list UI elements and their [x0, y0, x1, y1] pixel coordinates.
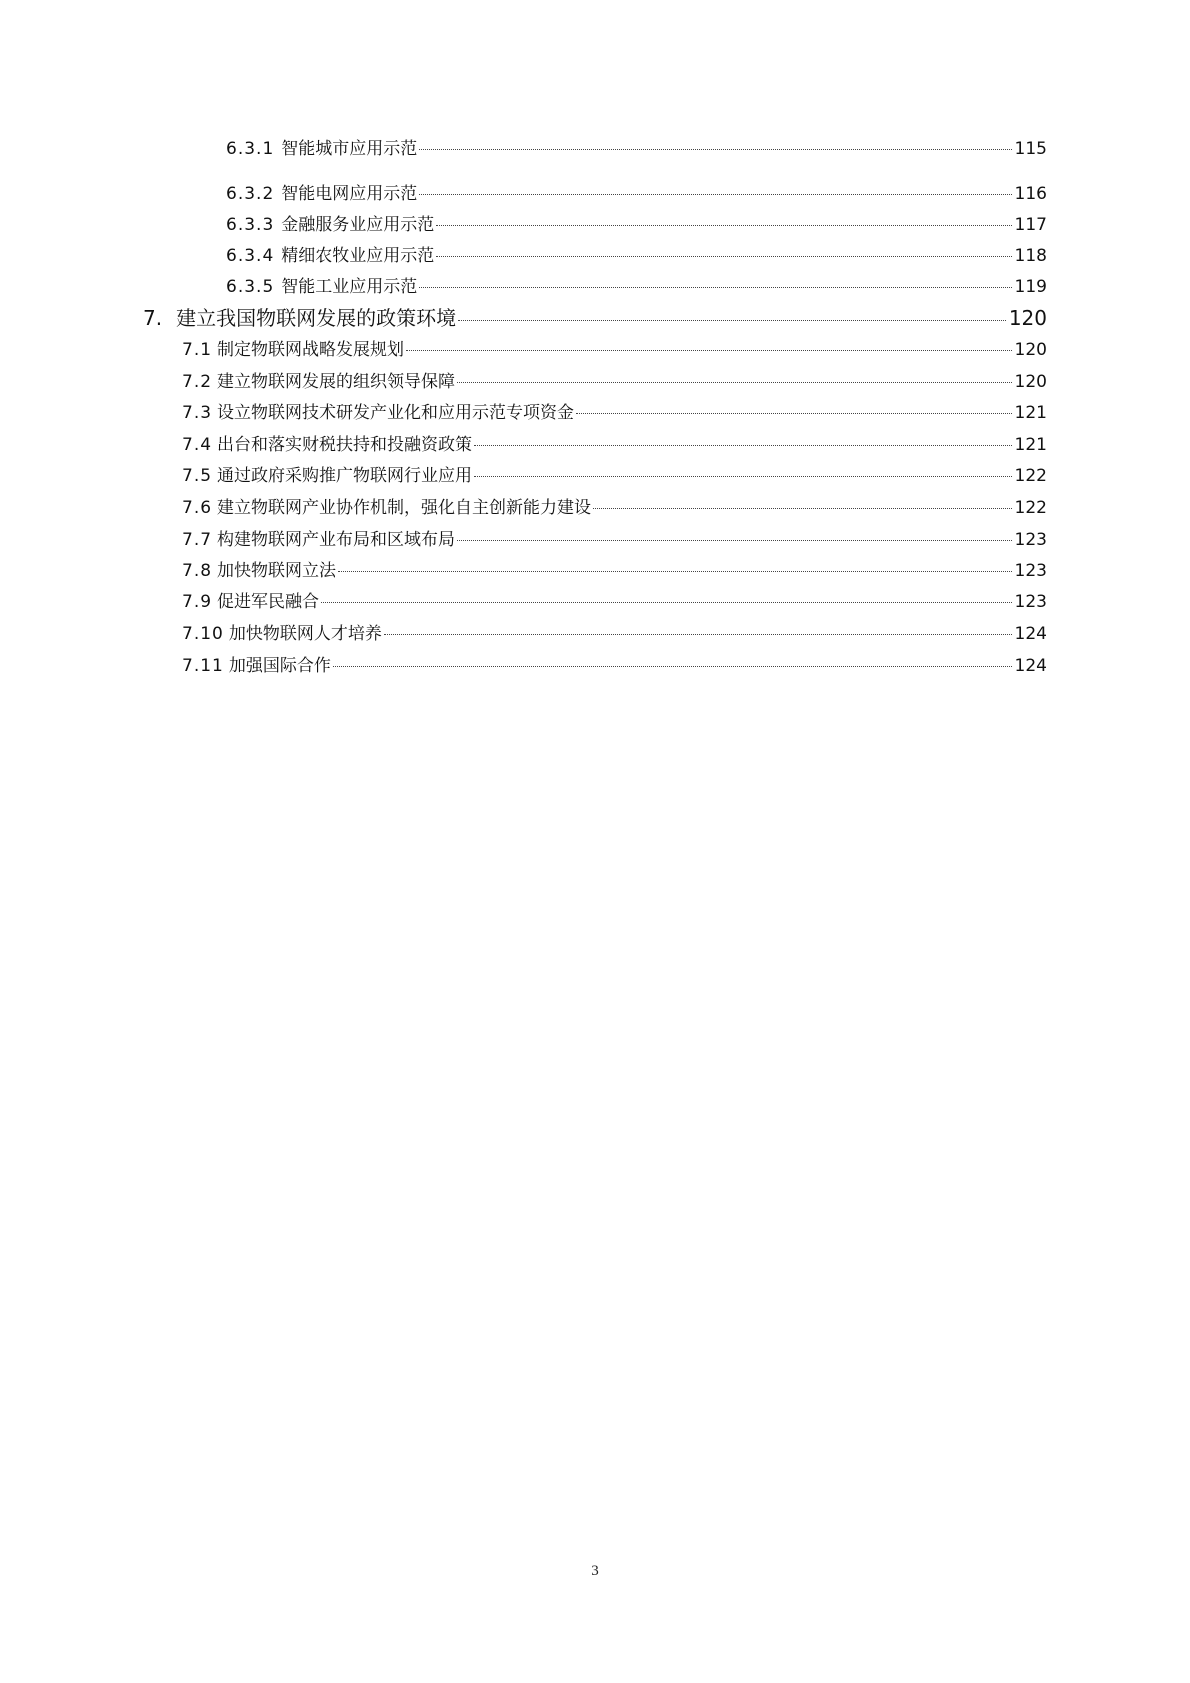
toc-entry-page: 124: [1014, 656, 1047, 676]
toc-entry-7-9[interactable]: [182, 587, 1047, 612]
toc-entry-number: 7.4: [182, 435, 213, 455]
toc-entry-number: 7.3: [182, 403, 213, 423]
toc-entry-number: 7.7: [182, 530, 213, 550]
dot-leader: [419, 287, 1011, 288]
toc-entry-number: 6.3.1: [226, 139, 275, 159]
dot-leader: [436, 256, 1011, 257]
toc-entry-7[interactable]: [143, 302, 1047, 331]
toc-entry-page: 121: [1014, 403, 1047, 423]
toc-entry-title: 促进军民融合: [217, 592, 320, 612]
toc-entry-number: 6.3.4: [226, 246, 275, 266]
toc-entry-title: 金融服务业应用示范: [281, 215, 435, 235]
toc-entry-page: 121: [1014, 435, 1047, 455]
toc-entry-number: 7.5: [182, 466, 213, 486]
toc-entry-6-3-5[interactable]: [226, 272, 1047, 297]
toc-entry-page: 120: [1014, 372, 1047, 392]
toc-entry-page: 123: [1014, 561, 1047, 581]
toc-entry-6-3-1[interactable]: [226, 134, 1047, 159]
toc-entry-page: 120: [1014, 340, 1047, 360]
toc-entry-number: 7.11: [182, 656, 224, 676]
toc-entry-number: 7.1: [182, 340, 213, 360]
toc-entry-number: 6.3.5: [226, 277, 275, 297]
dot-leader: [419, 194, 1011, 195]
toc-entry-7-10[interactable]: [182, 619, 1047, 644]
toc-entry-title: 建立我国物联网发展的政策环境: [176, 306, 457, 330]
toc-entry-7-5[interactable]: [182, 461, 1047, 486]
toc-entry-title: 加快物联网立法: [217, 561, 337, 581]
dot-leader: [406, 350, 1012, 351]
dot-leader: [436, 225, 1011, 226]
toc-entry-title: 建立物联网产业协作机制，强化自主创新能力建设: [217, 498, 592, 518]
toc-entry-page: 124: [1014, 624, 1047, 644]
toc-entry-7-1[interactable]: [182, 335, 1047, 360]
toc-entry-number: 7.8: [182, 561, 213, 581]
dot-leader: [576, 413, 1012, 414]
dot-leader: [474, 445, 1012, 446]
toc-entry-page: 123: [1014, 592, 1047, 612]
toc-entry-number: 7.10: [182, 624, 224, 644]
toc-entry-6-3-3[interactable]: [226, 210, 1047, 235]
page-number: 3: [591, 1563, 599, 1579]
toc-entry-title: 通过政府采购推广物联网行业应用: [217, 466, 473, 486]
toc-entry-title: 制定物联网战略发展规划: [217, 340, 405, 360]
dot-leader: [593, 508, 1012, 509]
toc-entry-7-7[interactable]: [182, 525, 1047, 550]
toc-entry-page: 120: [1008, 306, 1047, 330]
toc-entry-number: 7.: [143, 306, 163, 330]
toc-entry-page: 122: [1014, 466, 1047, 486]
dot-leader: [457, 540, 1012, 541]
toc-entry-title: 加强国际合作: [228, 656, 331, 676]
toc-entry-page: 116: [1014, 184, 1047, 204]
toc-entry-title: 智能工业应用示范: [281, 277, 418, 297]
toc-entry-title: 智能城市应用示范: [281, 139, 418, 159]
toc-entry-7-11[interactable]: [182, 651, 1047, 676]
dot-leader: [474, 476, 1012, 477]
toc-entry-number: 7.9: [182, 592, 213, 612]
toc-entry-title: 加快物联网人才培养: [228, 624, 382, 644]
toc-entry-7-8[interactable]: [182, 556, 1047, 581]
toc-entry-7-2[interactable]: [182, 367, 1047, 392]
toc-entry-6-3-4[interactable]: [226, 241, 1047, 266]
toc-entry-page: 118: [1014, 246, 1047, 266]
toc-entry-title: 智能电网应用示范: [281, 184, 418, 204]
dot-leader: [458, 320, 1006, 321]
toc-entry-6-3-2[interactable]: [226, 179, 1047, 204]
dot-leader: [419, 149, 1011, 150]
toc-entry-number: 7.2: [182, 372, 213, 392]
dot-leader: [321, 602, 1012, 603]
dot-leader: [333, 666, 1012, 667]
toc-entry-number: 6.3.2: [226, 184, 275, 204]
toc-entry-title: 出台和落实财税扶持和投融资政策: [217, 435, 473, 455]
toc-entry-7-3[interactable]: [182, 398, 1047, 423]
dot-leader: [457, 382, 1012, 383]
toc-entry-page: 115: [1014, 139, 1047, 159]
dot-leader: [384, 634, 1012, 635]
toc-entry-title: 建立物联网发展的组织领导保障: [217, 372, 456, 392]
dot-leader: [338, 571, 1012, 572]
toc-entry-page: 122: [1014, 498, 1047, 518]
toc-entry-title: 构建物联网产业布局和区域布局: [217, 530, 456, 550]
toc-entry-7-4[interactable]: [182, 430, 1047, 455]
toc-entry-title: 设立物联网技术研发产业化和应用示范专项资金: [217, 403, 575, 423]
toc-entry-title: 精细农牧业应用示范: [281, 246, 435, 266]
toc-entry-7-6[interactable]: [182, 493, 1047, 518]
toc-entry-page: 123: [1014, 530, 1047, 550]
toc-entry-number: 6.3.3: [226, 215, 275, 235]
toc-entry-page: 119: [1014, 277, 1047, 297]
toc-entry-number: 7.6: [182, 498, 213, 518]
toc-entry-page: 117: [1014, 215, 1047, 235]
